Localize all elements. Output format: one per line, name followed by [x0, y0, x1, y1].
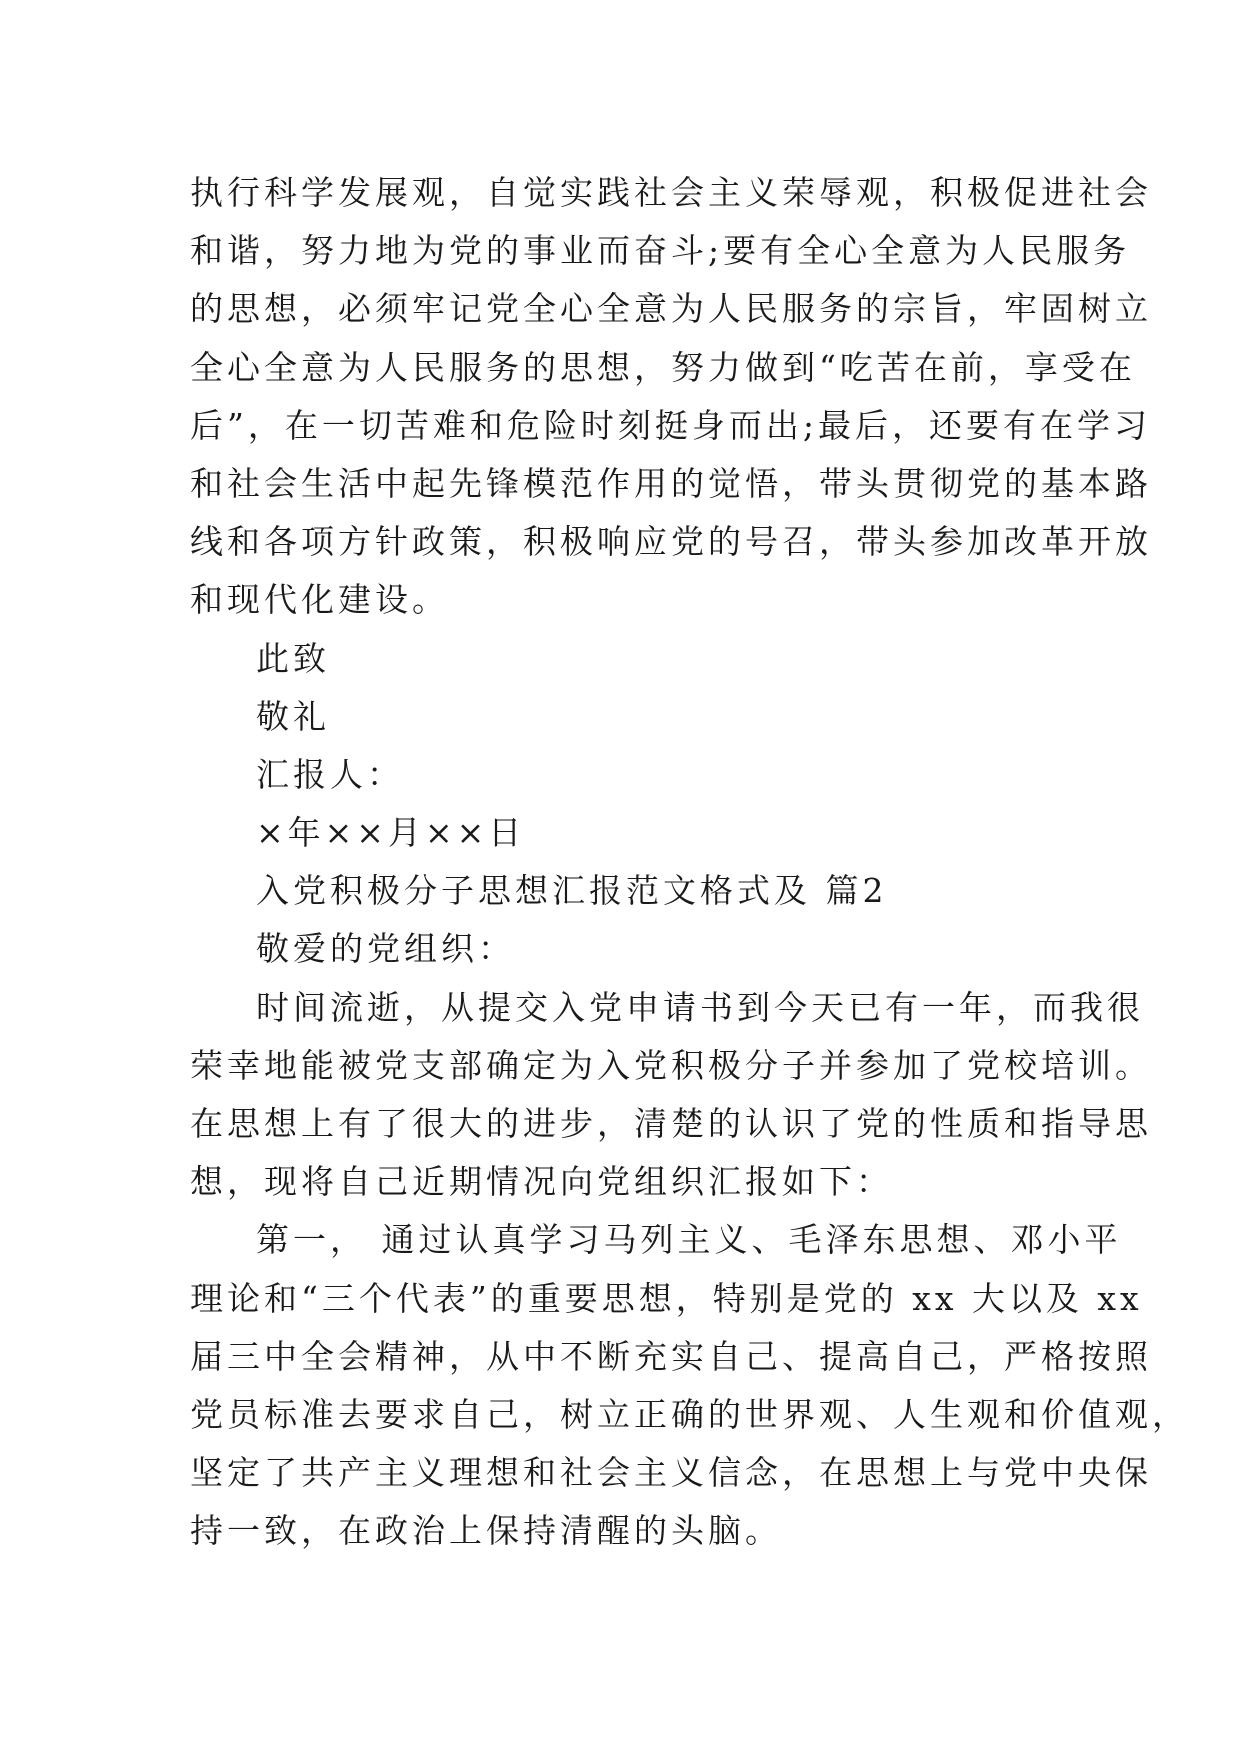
text-line: 持一致，在政治上保持清醒的头脑。 — [190, 1511, 782, 1551]
closing-regards: 敬礼 — [256, 696, 330, 736]
text-line: 想，现将自己近期情况向党组织汇报如下： — [190, 1162, 893, 1202]
text-line: 全心全意为人民服务的思想，努力做到“吃苦在前，享受在 — [190, 347, 1136, 387]
section-title: 入党积极分子思想汇报范文格式及 篇2 — [256, 871, 888, 911]
text-line: 和谐，努力地为党的事业而奋斗;要有全心全意为人民服务 — [190, 231, 1131, 271]
text-line: 党员标准去要求自己，树立正确的世界观、人生观和价值观， — [190, 1394, 1189, 1434]
text-line: 后”，在一切苦难和危险时刻挺身而出;最后，还要有在学习 — [190, 405, 1151, 445]
text-line: 在思想上有了很大的进步，清楚的认识了党的性质和指导思 — [190, 1104, 1152, 1143]
text-line: 执行科学发展观，自觉实践社会主义荣辱观，积极促进社会 — [190, 173, 1152, 212]
text-line: 的思想，必须牢记党全心全意为人民服务的宗旨，牢固树立 — [190, 289, 1152, 329]
document-body — [190, 164, 1189, 1561]
text-line: 和社会生活中起先锋模范作用的觉悟，带头贯彻党的基本路 — [190, 463, 1152, 503]
text-line: 坚定了共产主义理想和社会主义信念，在思想上与党中央保 — [190, 1453, 1152, 1493]
text-line: 时间流逝，从提交入党申请书到今天已有一年，而我很 — [256, 987, 1144, 1027]
text-line: 和现代化建设。 — [190, 580, 449, 620]
text-line: 理论和“三个代表”的重要思想，特别是党的 xx 大以及 xx — [190, 1278, 1143, 1318]
text-line: 届三中全会精神，从中不断充实自己、提高自己，严格按照 — [190, 1336, 1152, 1376]
text-line: 第一， 通过认真学习马列主义、毛泽东思想、邓小平 — [256, 1220, 1122, 1260]
reporter-label: 汇报人： — [256, 754, 404, 794]
text-line: 线和各项方针政策，积极响应党的号召，带头参加改革开放 — [190, 522, 1152, 562]
text-line: 荣幸地能被党支部确定为入党积极分子并参加了党校培训。 — [190, 1045, 1152, 1085]
date-line: ×年××月××日 — [256, 813, 526, 853]
letter-greeting: 敬爱的党组织： — [256, 929, 515, 969]
closing-salutation: 此致 — [256, 638, 330, 678]
